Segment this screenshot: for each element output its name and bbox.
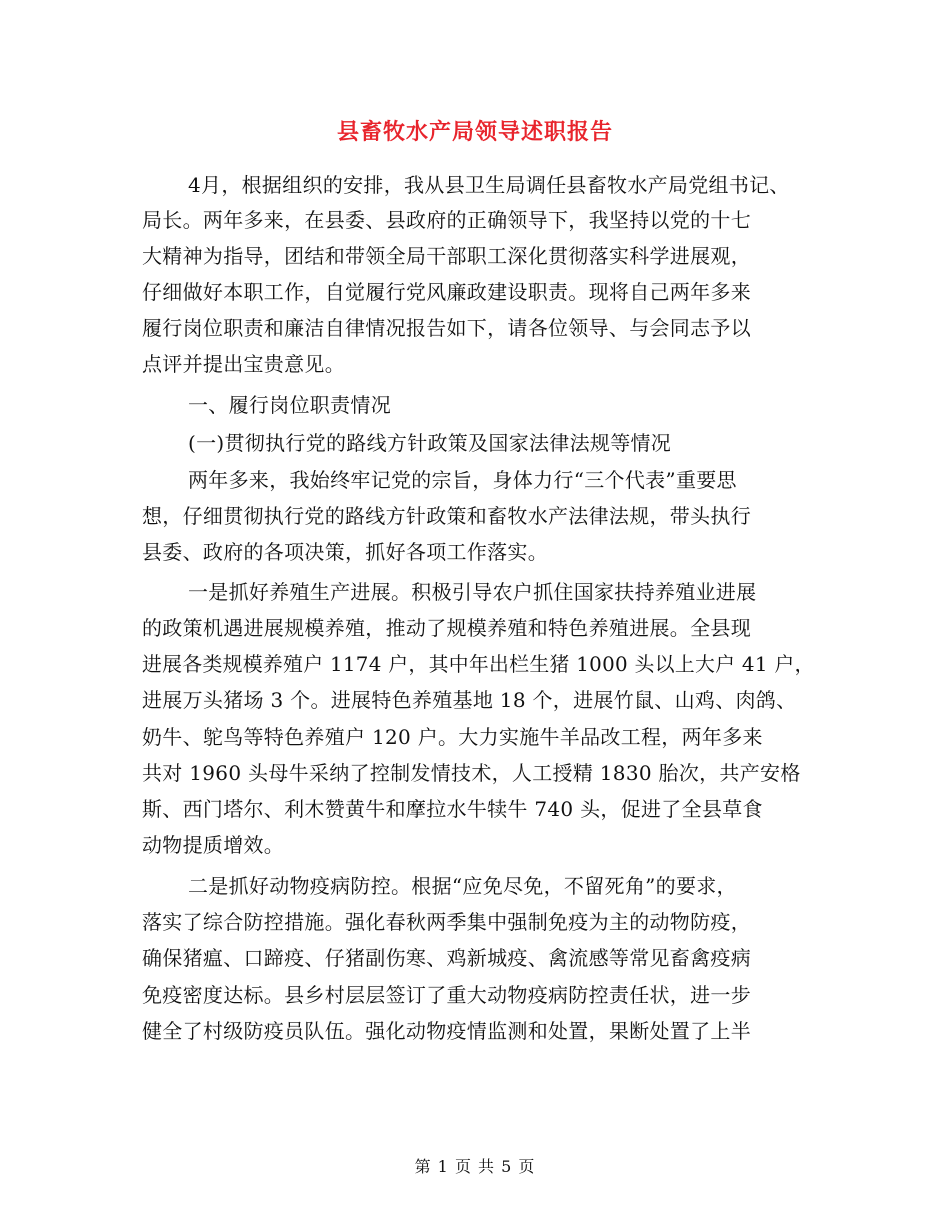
body-line: 点评并提出宝贵意见。: [142, 352, 345, 376]
body-line: 局长。两年多来，在县委、县政府的正确领导下，我坚持以党的十七: [142, 208, 751, 232]
body-line: 确保猪瘟、口蹄疫、仔猪副伤寒、鸡新城疫、禽流感等常见畜禽疫病: [142, 946, 751, 970]
body-line: 大精神为指导，团结和带领全局干部职工深化贯彻落实科学进展观，: [142, 244, 751, 268]
body-line: 的政策机遇进展规模养殖，推动了规模养殖和特色养殖进展。全县现: [142, 616, 751, 640]
body-line: 想，仔细贯彻执行党的路线方针政策和畜牧水产法律法规，带头执行: [142, 504, 751, 528]
body-line: 两年多来，我始终牢记党的宗旨，身体力行“三个代表”重要思: [188, 468, 737, 492]
body-line: 落实了综合防控措施。强化春秋两季集中强制免疫为主的动物防疫，: [142, 910, 751, 934]
body-line: 二是抓好动物疫病防控。根据“应免尽免，不留死角”的要求，: [188, 874, 737, 898]
body-line: 4月，根据组织的安排，我从县卫生局调任县畜牧水产局党组书记、: [188, 173, 790, 197]
body-line: 仔细做好本职工作，自觉履行党风廉政建设职责。现将自己两年多来: [142, 280, 751, 304]
body-line: 斯、西门塔尔、利木赞黄牛和摩拉水牛犊牛 740 头，促进了全县草食: [142, 797, 763, 821]
body-line: 县委、政府的各项决策，抓好各项工作落实。: [142, 540, 548, 564]
body-line: 奶牛、鸵鸟等特色养殖户 120 户。大力实施牛羊品改工程，两年多来: [142, 725, 763, 749]
body-line: 履行岗位职责和廉洁自律情况报告如下，请各位领导、与会同志予以: [142, 316, 751, 340]
document-title: 县畜牧水产局领导述职报告: [336, 119, 613, 145]
body-line: 动物提质增效。: [142, 833, 285, 857]
subsection-heading: (一)贯彻执行党的路线方针政策及国家法律法规等情况: [188, 431, 672, 455]
body-line: 一是抓好养殖生产进展。积极引导农户抓住国家扶持养殖业进展: [188, 580, 757, 604]
body-line: 共对 1960 头母牛采纳了控制发情技术，人工授精 1830 胎次，共产安格: [142, 761, 801, 785]
body-line: 免疫密度达标。县乡村层层签订了重大动物疫病防控责任状，进一步: [142, 983, 751, 1007]
body-line: 健全了村级防疫员队伍。强化动物疫情监测和处置，果断处置了上半: [142, 1019, 751, 1043]
body-line: 进展万头猪场 3 个。进展特色养殖基地 18 个，进展竹鼠、山鸡、肉鸽、: [142, 688, 797, 712]
body-line: 进展各类规模养殖户 1174 户，其中年出栏生猪 1000 头以上大户 41 户，: [142, 652, 815, 676]
page-number: 第 1 页 共 5 页: [414, 1157, 536, 1176]
section-heading: 一、履行岗位职责情况: [188, 393, 391, 417]
